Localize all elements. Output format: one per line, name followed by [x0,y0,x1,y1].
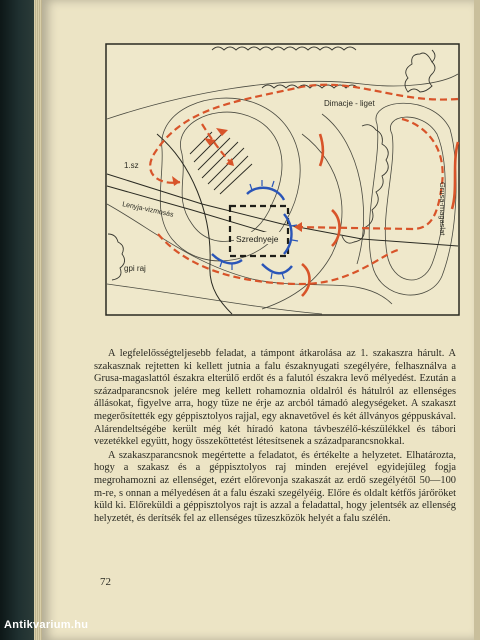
platoon-label: gpi raj [124,264,146,273]
paragraph-2: A szakaszparancsnok megértette a feladatot, és értékelte a helyzetet. Elhatározta, hogy a szakasz és a géppisztolyos raj minden erejével egyidejűleg fogja megrohamozni az ellenséget, ezért előrevonja szakaszát az erdő szegélyétől 50—100 m-re, s onnan a mélyedésen át a falu északi szegélyéig. Előre és oldalt kétfős járőröket küld ki. Előreküldi a géppisztolyos rajt is azzal a feladattal, hogy jelentsék az ellenség helyzetét, és derítsék fel az ellenséges tűzeszközök helyét a falu szélén. [94,449,456,524]
book-spine [0,0,34,640]
facing-page-edge [474,0,480,640]
page-edges [34,0,42,640]
forest-label: Dimacje - liget [324,99,375,108]
road-label: Lenyja-vizmosás [121,201,175,219]
watermark: Antikvarium.hu [4,619,89,631]
page-number: 72 [100,576,111,588]
tactical-map [62,14,464,320]
village-label: Szrednyeje [236,234,279,244]
height-label: Grusa-magaslat [438,182,447,236]
body-text [94,348,456,525]
squad-label: 1.sz [124,161,139,170]
paragraph-1: A legfelelősségteljesebb feladat, a támpont átkarolása az 1. szakaszra hárult. A szakasznak rejtetten ki kellett jutnia a falu északnyugati szegélyére, felhasználva a Grusa-magaslattól északra elterülő erdőt és a falutól északra levő mélyedést. Ezután a századparancsnok jelére meg kellett rohamoznia oldalról és hátulról az ellenséges állásokat, figyelve arra, hogy tüze ne érje az arcból támadó alegységeket. A szakaszt megerősítették egy géppisztolyos rajjal, egy aknavetővel és két állványos géppuskával. Alárendeltségébe került még két híradó katona távbeszélő-készülékkel és tábori vezetékkel együtt, hogy összeköttetést létesítsenek a századparancsnokkal. [94,348,456,448]
